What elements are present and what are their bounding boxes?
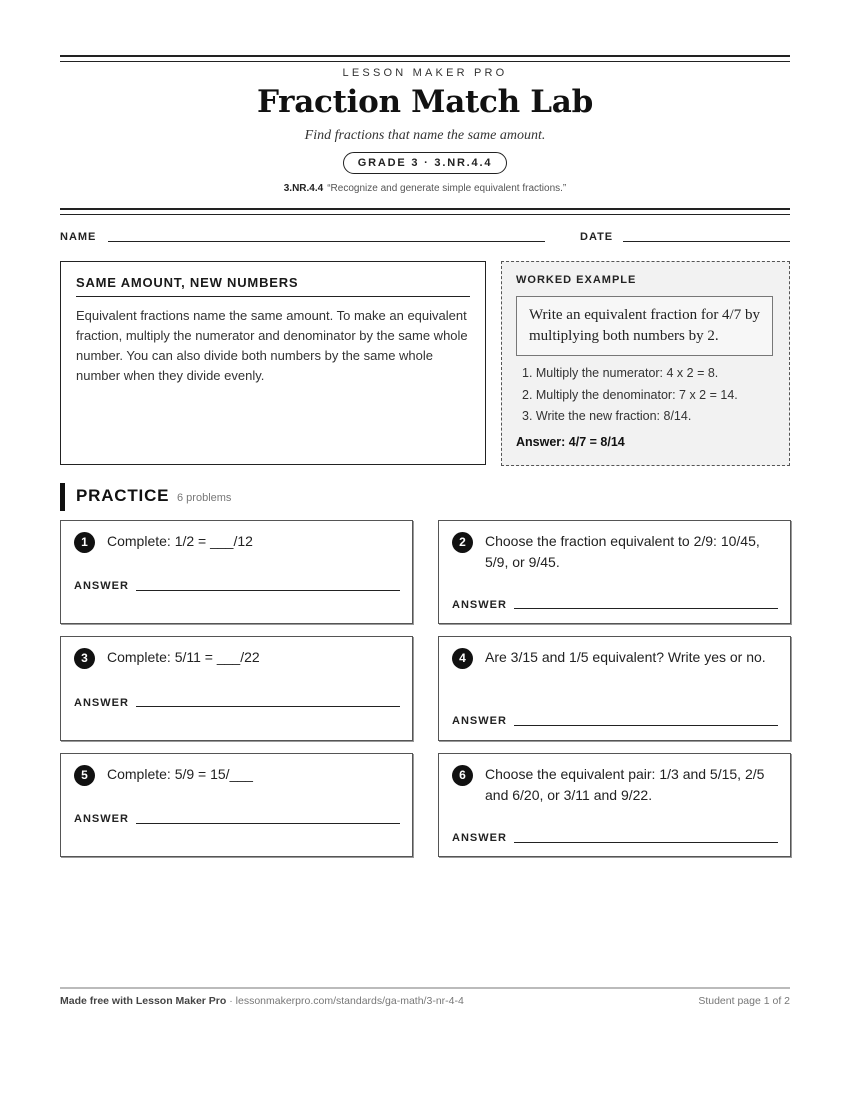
problem-card-6 <box>438 753 791 857</box>
name-field[interactable] <box>108 241 545 242</box>
practice-title: PRACTICE <box>76 486 170 505</box>
answer-field-2[interactable] <box>514 608 778 609</box>
standard-line <box>60 183 790 194</box>
concept-body: Equivalent fractions name the same amount. To make an equivalent fraction, multiply the numerator and denominator by the same whole number. You can also divide both numbers by the same whole number when they divide evenly. <box>76 308 468 383</box>
footer-credit <box>60 995 464 1007</box>
answer-label: ANSWER <box>74 697 129 709</box>
standard-code: 3.NR.4.4 <box>283 183 324 194</box>
practice-section-bar <box>60 483 65 511</box>
brand-name: LESSON MAKER PRO <box>342 67 508 79</box>
concept-box <box>60 261 486 465</box>
problem-text: Choose the equivalent pair: 1/3 and 5/15, 2/5 and 6/20, or 3/11 and 9/22. <box>485 766 765 803</box>
worked-example-heading: WORKED EXAMPLE <box>516 274 637 286</box>
date-field[interactable] <box>623 241 790 242</box>
answer-field-6[interactable] <box>514 842 778 843</box>
footer-rule <box>60 987 790 989</box>
problem-card-5 <box>60 753 413 857</box>
problem-number-badge: 6 <box>452 765 473 786</box>
problem-text: Complete: 5/9 = 15/___ <box>107 766 253 782</box>
worked-example-step: 1. Multiply the numerator: 4 x 2 = 8. <box>522 366 719 380</box>
problem-text: Are 3/15 and 1/5 equivalent? Write yes or no. <box>485 649 766 665</box>
problem-number-badge: 1 <box>74 532 95 553</box>
answer-label: ANSWER <box>452 832 507 844</box>
footer-url[interactable]: · lessonmakerpro.com/standards/ga-math/3-nr-4-4 <box>226 995 464 1007</box>
header-top-rule <box>60 55 790 62</box>
worksheet-title: Fraction Match Lab <box>257 84 593 120</box>
problem-number-badge: 3 <box>74 648 95 669</box>
grade-badge-wrap <box>60 152 790 174</box>
footer-page-number: Student page 1 of 2 <box>698 995 790 1007</box>
problem-card-1 <box>60 520 413 624</box>
date-label: DATE <box>580 231 614 243</box>
practice-count: 6 problems <box>177 492 232 504</box>
problem-text: Choose the fraction equivalent to 2/9: 10/45, 5/9, or 9/45. <box>485 533 760 570</box>
problem-card-2 <box>438 520 791 624</box>
answer-field-3[interactable] <box>136 706 400 707</box>
problem-text: Complete: 5/11 = ___/22 <box>107 649 260 665</box>
name-label: NAME <box>60 231 97 243</box>
problem-number-badge: 2 <box>452 532 473 553</box>
header-bottom-rule <box>60 208 790 215</box>
concept-heading: SAME AMOUNT, NEW NUMBERS <box>76 275 470 297</box>
grade-badge: GRADE 3 · 3.NR.4.4 <box>343 152 507 174</box>
worked-example-step: 2. Multiply the denominator: 7 x 2 = 14. <box>522 387 738 402</box>
answer-field-4[interactable] <box>514 725 778 726</box>
problem-number-badge: 5 <box>74 765 95 786</box>
answer-field-5[interactable] <box>136 823 400 824</box>
worksheet-subtitle: Find fractions that name the same amount. <box>304 128 546 143</box>
answer-label: ANSWER <box>452 715 507 727</box>
answer-label: ANSWER <box>74 813 129 825</box>
worked-example-step: 3. Write the new fraction: 8/14. <box>522 409 692 423</box>
problem-card-3 <box>60 636 413 741</box>
problem-card-4 <box>438 636 791 741</box>
worked-example-box <box>501 261 790 466</box>
standard-text: “Recognize and generate simple equivalent fractions.” <box>327 183 567 194</box>
worked-example-prompt: Write an equivalent fraction for 4/7 by multiplying both numbers by 2. <box>516 296 773 356</box>
footer-made-with: Made free with Lesson Maker Pro <box>60 995 227 1007</box>
problem-text: Complete: 1/2 = ___/12 <box>107 533 253 549</box>
worked-example-steps <box>522 366 782 431</box>
answer-label: ANSWER <box>452 599 507 611</box>
problem-number-badge: 4 <box>452 648 473 669</box>
answer-field-1[interactable] <box>136 590 400 591</box>
worked-example-answer: Answer: 4/7 = 8/14 <box>516 435 625 449</box>
answer-label: ANSWER <box>74 580 129 592</box>
